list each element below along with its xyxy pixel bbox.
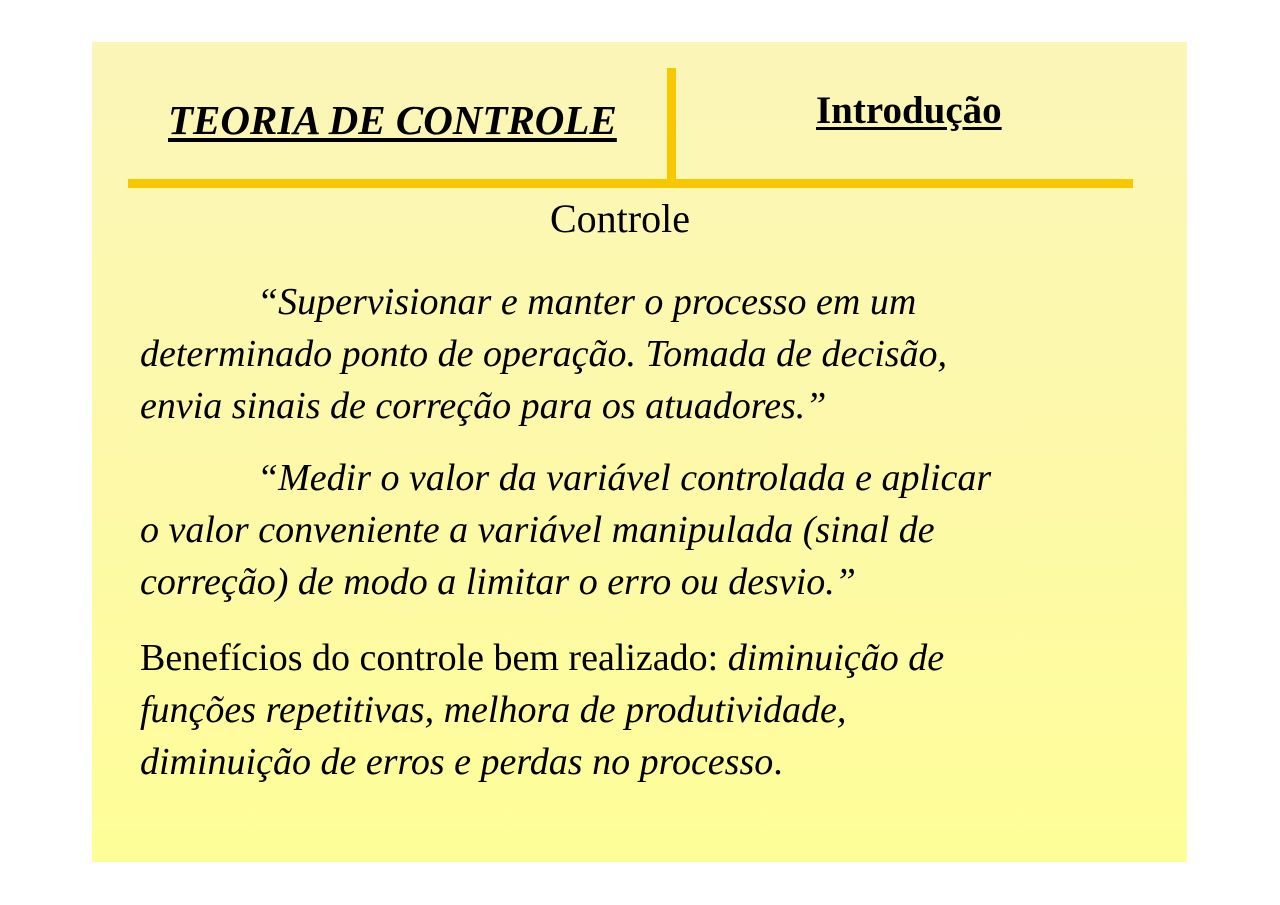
slide-title: TEORIA DE CONTROLE [168,97,617,143]
section-title: Introdução [816,89,1002,132]
header-divider-horizontal [128,179,1133,188]
quote2-line: “Medir o valor da variável controlada e aplicar [257,457,992,499]
quote1-line: determinado ponto de operação. Tomada de decisão, [140,333,948,375]
benefits-label: Benefícios do controle bem realizado: [140,637,728,679]
benefits-text: diminuição de erros e perdas no processo [140,741,774,783]
benefits-end: . [773,741,783,783]
quote2-line: correção) de modo a limitar o erro ou desvio.” [140,561,856,603]
quote1-line: “Supervisionar e manter o processo em um [257,281,917,323]
quote2-line: o valor conveniente a variável manipulada (sinal de [140,509,935,551]
quote-supervisionar [140,276,1100,432]
quote1-line: envia sinais de correção para os atuadores.” [140,385,827,427]
benefits-paragraph [140,632,1100,788]
quote-medir [140,452,1100,608]
benefits-text: diminuição de [727,637,945,679]
benefits-text: funções repetitivas, melhora de produtividade, [140,689,847,731]
content-heading: Controle [550,196,690,241]
header-divider-vertical [667,68,676,181]
